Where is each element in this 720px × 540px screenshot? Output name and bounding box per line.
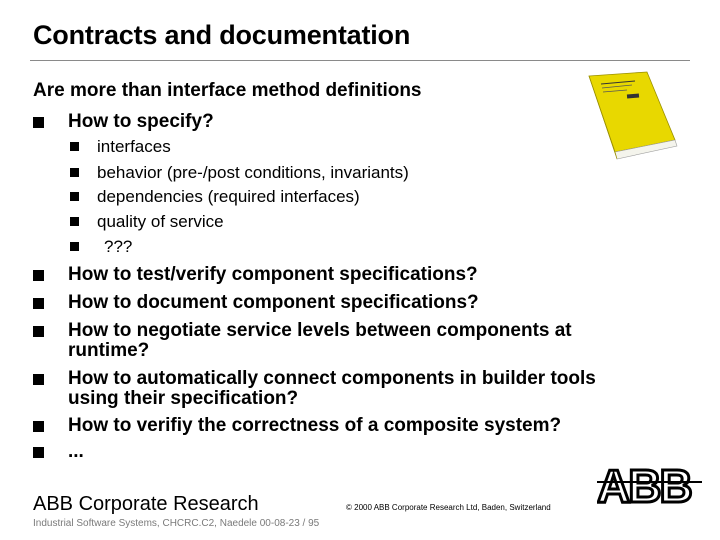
bullet-text: How to test/verify component specifications? <box>68 264 478 285</box>
bullet-marker <box>70 168 79 177</box>
bullet-text: behavior (pre-/post conditions, invariants) <box>97 163 409 182</box>
footer-subtitle: Industrial Software Systems, CHCRC.C2, Naedele 00-08-23 / 95 <box>33 518 320 529</box>
bullet-text: How to verifiy the correctness of a composite system? <box>68 415 562 436</box>
bullet-marker <box>70 242 79 251</box>
slide-title: Contracts and documentation <box>33 20 411 50</box>
bullet-text-continued: using their specification? <box>68 388 299 409</box>
bullet-text: ??? <box>104 237 133 256</box>
book-illustration <box>577 70 687 165</box>
svg-text:ABB: ABB <box>597 462 691 508</box>
bullet-text: How to negotiate service levels between components at <box>68 320 572 341</box>
intro-text: Are more than interface method definitions <box>33 80 422 101</box>
bullet-marker <box>33 270 44 281</box>
footer-organization: ABB Corporate Research <box>33 493 259 515</box>
abb-logo <box>597 462 702 508</box>
bullet-marker <box>33 421 44 432</box>
bullet-text: ... <box>68 441 84 462</box>
bullet-text-continued: runtime? <box>68 340 150 361</box>
bullet-marker <box>33 298 44 309</box>
bullet-marker <box>70 217 79 226</box>
bullet-marker <box>70 142 79 151</box>
bullet-text: How to document component specifications? <box>68 292 479 313</box>
bullet-marker <box>33 374 44 385</box>
footer-copyright: © 2000 ABB Corporate Research Ltd, Baden, Switzerland <box>346 503 551 512</box>
title-divider <box>30 60 690 61</box>
bullet-marker <box>70 192 79 201</box>
bullet-marker <box>33 326 44 337</box>
bullet-text: quality of service <box>97 212 224 231</box>
bullet-text: How to specify? <box>68 111 214 132</box>
bullet-text: How to automatically connect components in builder tools <box>68 368 596 389</box>
bullet-text: dependencies (required interfaces) <box>97 187 360 206</box>
bullet-marker <box>33 117 44 128</box>
bullet-marker <box>33 447 44 458</box>
bullet-text: interfaces <box>97 137 171 156</box>
